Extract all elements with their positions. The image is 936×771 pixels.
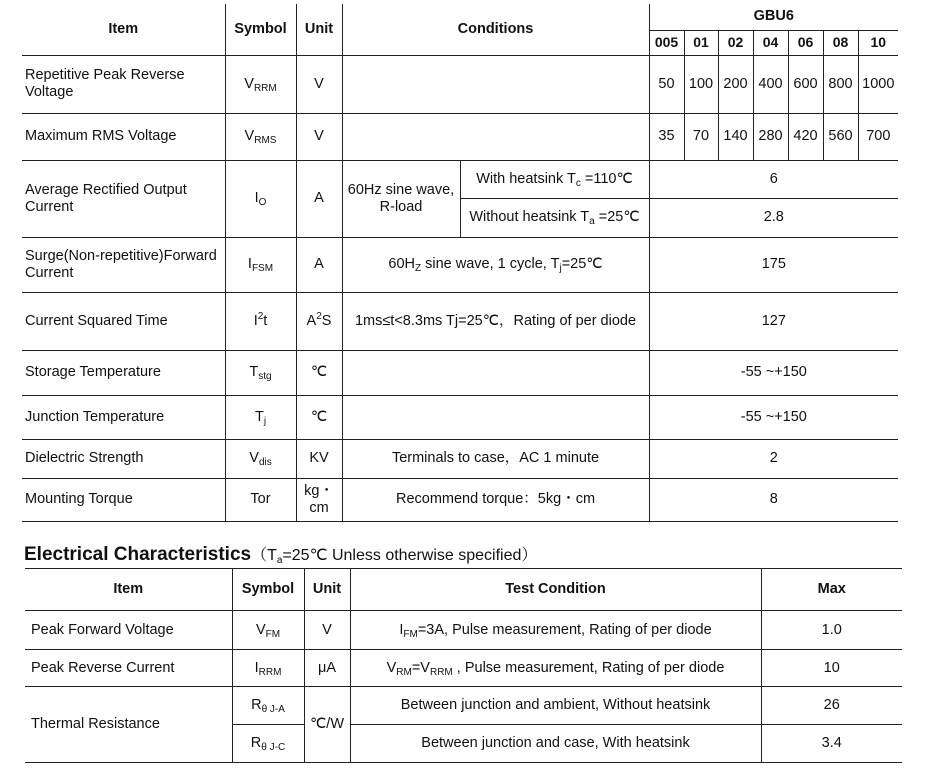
value-cell: 1000 [858,55,898,113]
condition-text: =25℃ [561,256,603,272]
section-condition-text: =25℃ Unless otherwise specified） [282,547,538,564]
header-symbol: Symbol [225,4,296,55]
header-unit: Unit [296,4,342,55]
row-tstg [22,350,898,395]
header-conditions: Conditions [342,4,649,55]
condition-cell: Between junction and ambient, Without heatsink [350,687,761,725]
condition-sub: RRM [429,666,453,678]
row-ifsm [22,237,898,292]
grade-cell: 04 [753,30,788,55]
symbol-cell [225,55,296,113]
item-label: Mounting Torque [22,478,225,521]
symbol-cell [225,439,296,478]
section-title [24,542,537,566]
max-cell: 3.4 [761,725,902,763]
value-cell: 140 [718,113,753,160]
header-test-condition: Test Condition [350,569,761,611]
unit-cell: ℃ [296,350,342,395]
value-cell: 50 [649,55,684,113]
symbol: t [263,312,268,329]
unit-cell: kg・cm [296,478,342,521]
grade-cell: 06 [788,30,823,55]
max-cell: 26 [761,687,902,725]
grade-cell: 02 [718,30,753,55]
electrical-characteristics-table [25,568,902,763]
condition-text: I [399,621,404,638]
value-cell: 600 [788,55,823,113]
symbol-sub: RRM [258,666,282,678]
symbol: V [244,75,254,92]
condition-text: =110℃ [580,170,633,187]
item-label: Storage Temperature [22,350,225,395]
unit-cell [296,292,342,350]
value-without-heatsink: 2.8 [649,198,898,237]
item-label: Surge(Non-repetitive)Forward Current [22,237,225,292]
condition-text: =25℃ [594,209,640,225]
item-label: Maximum RMS Voltage [22,113,225,160]
symbol-cell [232,687,304,725]
condition-cell [342,113,649,160]
absolute-ratings-table [22,4,898,522]
row-io-with-heatsink [22,160,898,198]
condition-text: 60H [388,256,415,272]
condition-cell: Between junction and case, With heatsink [350,725,761,763]
value-cell: 100 [684,55,718,113]
row-vrrm [22,55,898,113]
value-cell: 2 [649,439,898,478]
condition-sub: RM [396,666,412,678]
condition-without-heatsink [460,198,649,237]
unit-cell: μA [304,650,350,687]
section-condition-sub: a [276,555,283,566]
value-cell: 560 [823,113,858,160]
symbol-sub: θ J-C [261,742,286,753]
symbol-cell [232,725,304,763]
unit-cell: V [296,55,342,113]
condition-cell [350,611,761,650]
grade-cell: 10 [858,30,898,55]
value-cell: -55 ~+150 [649,350,898,395]
unit-cell: A [296,237,342,292]
symbol: I [254,190,259,206]
header-row [25,569,902,611]
symbol-sub: RRM [253,82,277,94]
condition-sub: c [575,177,581,189]
unit-sup: 2 [316,310,322,322]
symbol-cell [225,350,296,395]
unit-cell: V [304,611,350,650]
symbol: T [254,408,264,425]
value-cell: 35 [649,113,684,160]
condition-cell [342,395,649,439]
symbol-sub: FSM [251,263,274,274]
condition-cell [342,237,649,292]
condition-sub: j [559,263,562,274]
condition-main: 60Hz sine wave, R-load [342,160,460,237]
grade-cell: 01 [684,30,718,55]
condition-sub: Z [415,263,422,274]
condition-text: V [386,659,397,676]
row-i2t [22,292,898,350]
value-cell: 400 [753,55,788,113]
header-series: GBU6 [649,4,898,30]
condition-cell [342,55,649,113]
header-max: Max [761,569,902,611]
condition-text: =3A, Pulse measurement, Rating of per diode [417,621,712,638]
symbol: V [249,450,259,466]
row-thermal-ja [25,687,902,725]
condition-sub: FM [403,628,418,640]
symbol-cell: Tor [225,478,296,521]
condition-cell [350,650,761,687]
row-tj [22,395,898,439]
value-cell: 420 [788,113,823,160]
symbol-sub: stg [258,371,272,382]
header-row [22,4,898,30]
condition-cell: Recommend torque：5kg・cm [342,478,649,521]
unit-cell: A [296,160,342,237]
item-label: Dielectric Strength [22,439,225,478]
symbol-sub: FM [265,628,281,640]
max-cell: 10 [761,650,902,687]
symbol-cell [225,292,296,350]
symbol: I [254,659,259,676]
symbol: V [244,128,255,144]
unit: S [321,312,332,329]
max-cell: 1.0 [761,611,902,650]
symbol: I [253,312,258,329]
symbol-cell [232,611,304,650]
value-cell: 8 [649,478,898,521]
item-label: Current Squared Time [22,292,225,350]
symbol: R [250,735,262,751]
item-label: Average Rectified Output Current [22,160,225,237]
symbol-cell [225,395,296,439]
symbol-sub: dis [258,457,272,468]
symbol-cell [225,160,296,237]
condition-text: =V [411,659,430,676]
header-item: Item [22,4,225,55]
header-unit: Unit [304,569,350,611]
symbol-cell [225,113,296,160]
header-item: Item [25,569,232,611]
item-label: Peak Reverse Current [25,650,232,687]
unit: A [306,312,317,329]
symbol: R [251,697,262,713]
unit-cell: V [296,113,342,160]
row-vrms [22,113,898,160]
symbol: I [247,256,252,272]
value-cell: 700 [858,113,898,160]
row-vfm [25,611,902,650]
condition-text: Without heatsink T [469,209,590,225]
item-label: Thermal Resistance [25,687,232,763]
symbol: T [249,364,259,380]
condition-cell: Terminals to case，AC 1 minute [342,439,649,478]
symbol-cell [232,650,304,687]
symbol-sub: O [258,197,267,208]
value-cell: 280 [753,113,788,160]
condition-text: With heatsink T [476,170,576,187]
symbol-sub: θ J-A [261,704,285,715]
row-irrm [25,650,902,687]
value-cell: 175 [649,237,898,292]
section-condition [251,547,537,564]
item-label: Peak Forward Voltage [25,611,232,650]
symbol-sub: RMS [254,135,277,146]
value-cell: 200 [718,55,753,113]
item-label: Junction Temperature [22,395,225,439]
section-title-text: Electrical Characteristics [24,544,252,565]
condition-cell [342,350,649,395]
row-vdis [22,439,898,478]
row-tor [22,478,898,521]
symbol-sup: 2 [257,310,264,322]
unit-cell: ℃ [296,395,342,439]
unit-cell: ℃/W [304,687,350,763]
condition-text: sine wave, 1 cycle, T [421,256,560,272]
value-cell: 800 [823,55,858,113]
symbol: V [255,621,266,638]
section-condition-text: （T [251,547,277,564]
item-label: Repetitive Peak Reverse Voltage [22,55,225,113]
grade-cell: 005 [649,30,684,55]
unit-cell: KV [296,439,342,478]
value-cell: 70 [684,113,718,160]
value-cell: -55 ~+150 [649,395,898,439]
condition-cell: 1ms≤t<8.3ms Tj=25℃，Rating of per diode [342,292,649,350]
symbol-cell [225,237,296,292]
grade-cell: 08 [823,30,858,55]
condition-sub: a [589,216,595,227]
header-symbol: Symbol [232,569,304,611]
condition-text: , Pulse measurement, Rating of per diode [452,659,725,676]
value-cell: 127 [649,292,898,350]
symbol-sub: j [263,415,267,427]
value-with-heatsink: 6 [649,160,898,198]
condition-with-heatsink [460,160,649,198]
